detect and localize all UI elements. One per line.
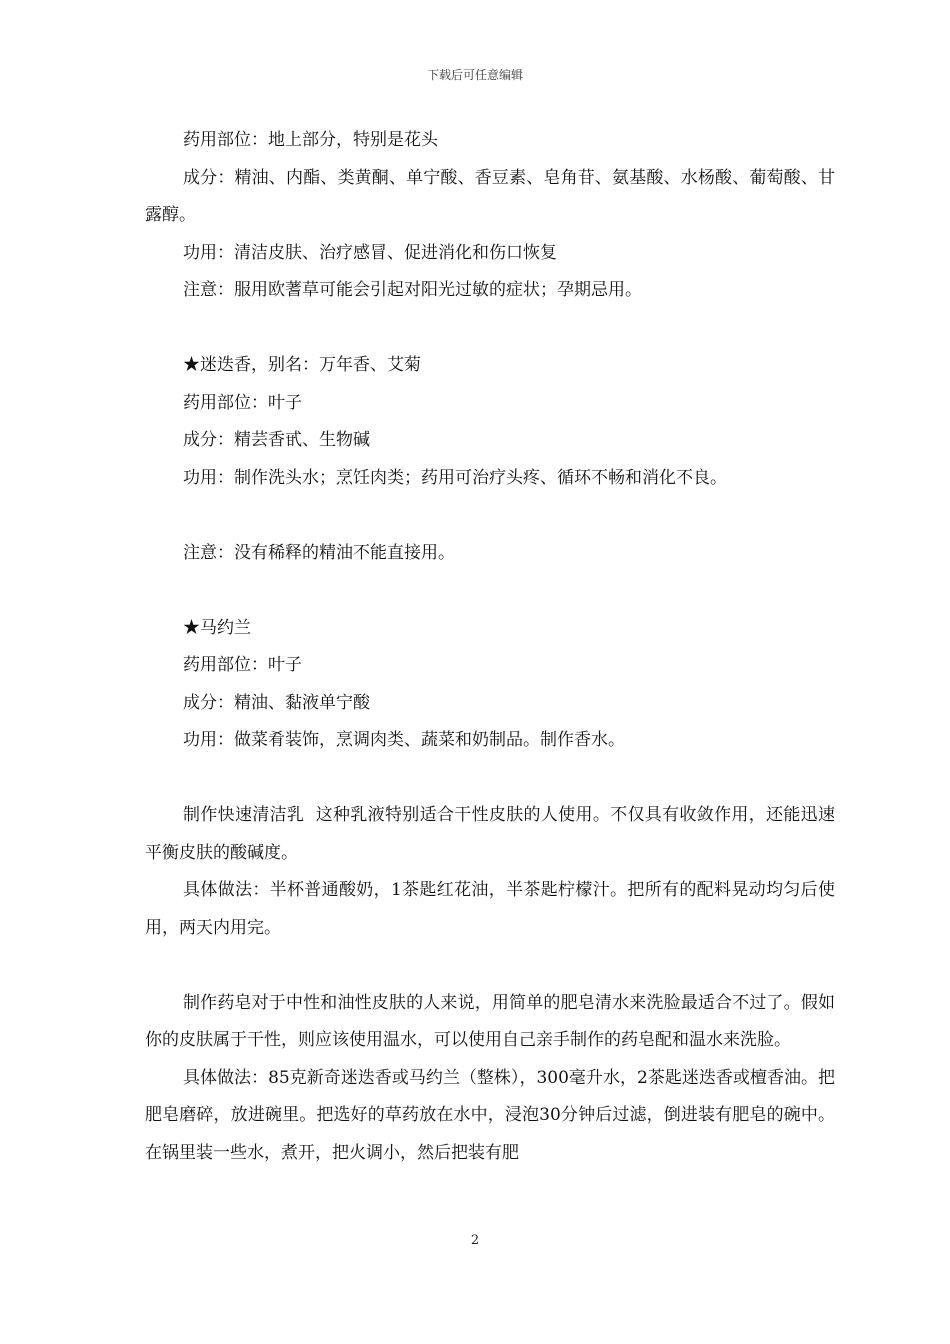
yarrow-caution: 注意：服用欧蓍草可能会引起对阳光过敏的症状；孕期忌用。 <box>183 280 642 300</box>
spacer <box>145 760 835 798</box>
rosemary-part: 药用部位：叶子 <box>183 392 302 413</box>
yarrow-ingredients: 成分：精油、内酯、类黄酮、单宁酸、香豆素、皂角苷、氨基酸、水杨酸、葡萄酸、甘露醇。 <box>145 167 835 225</box>
spacer <box>145 947 835 985</box>
yarrow-uses: 功用：清洁皮肤、治疗感冒、促进消化和伤口恢复 <box>183 242 557 263</box>
page-number: 2 <box>470 1233 480 1248</box>
marjoram-uses: 功用：做菜肴装饰，烹调肉类、蔬菜和奶制品。制作香水。 <box>183 730 625 750</box>
marjoram-title: ★马约兰 <box>183 617 251 638</box>
marjoram-ingredients: 成分：精油、黏液单宁酸 <box>183 692 370 713</box>
spacer <box>145 572 835 610</box>
rosemary-ingredients: 成分：精芸香甙、生物碱 <box>183 430 370 450</box>
document-body <box>145 122 835 1172</box>
rosemary-title: ★迷迭香，别名：万年香、艾菊 <box>183 355 421 375</box>
herbal-soap-method: 具体做法：85克新奇迷迭香或马约兰（整株），300毫升水，2茶匙迷迭香或檀香油。把肥皂磨碎，放进碗里。把选好的草药放在水中，浸泡30分钟后过滤，倒进装有肥皂的碗中。在锅里装一些水，煮开，把火调小，然后把装有肥 <box>145 1067 835 1163</box>
page-header: 下载后可任意编辑 <box>426 68 523 82</box>
rosemary-uses: 功用：制作洗头水；烹饪肉类；药用可治疗头疼、循环不畅和消化不良。 <box>183 467 727 488</box>
yarrow-part: 药用部位：地上部分，特别是花头 <box>183 130 438 150</box>
rosemary-caution: 注意：没有稀释的精油不能直接用。 <box>183 542 455 563</box>
cleansing-milk-method: 具体做法：半杯普通酸奶，1茶匙红花油，半茶匙柠檬汁。把所有的配料晃动均匀后使用，两天内用完。 <box>145 880 835 938</box>
herbal-soap-intro: 制作药皂对于中性和油性皮肤的人来说，用简单的肥皂清水来洗脸最适合不过了。假如你的皮肤属于干性，则应该使用温水，可以使用自己亲手制作的药皂配和温水来洗脸。 <box>145 992 835 1050</box>
spacer <box>145 310 835 348</box>
marjoram-part: 药用部位：叶子 <box>183 655 302 675</box>
cleansing-milk-intro: 制作快速清洁乳 这种乳液特别适合干性皮肤的人使用。不仅具有收敛作用，还能迅速平衡皮肤的酸碱度。 <box>145 805 835 863</box>
spacer <box>145 497 835 535</box>
